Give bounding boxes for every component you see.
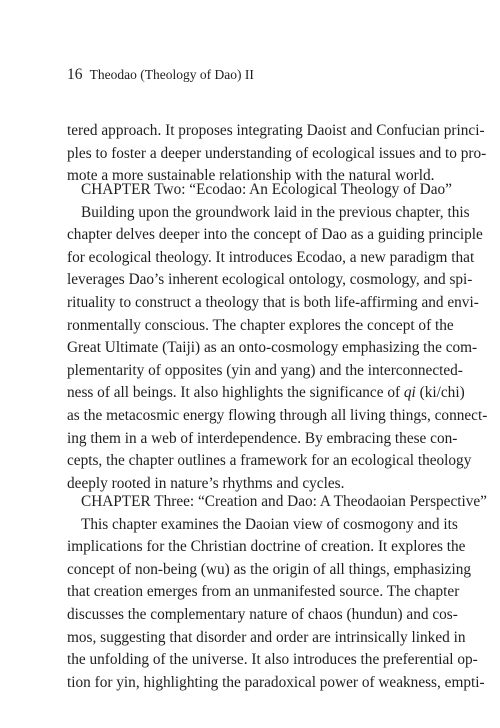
- text-line: as the metacosmic energy flowing through all living things, connect-: [67, 406, 488, 424]
- chapter-two-section: [67, 179, 488, 495]
- text-line: ronmentally conscious. The chapter explores the concept of the: [67, 316, 454, 334]
- text-line: ples to foster a deeper understanding of ecological issues and to pro-: [67, 144, 487, 162]
- page-number: 16: [67, 66, 83, 83]
- text-line: chapter delves deeper into the concept of Dao as a guiding principle: [67, 226, 483, 244]
- text-line: rituality to construct a theology that is both life-affirming and envi-: [67, 293, 479, 311]
- chapter-three-section: [67, 491, 487, 694]
- running-head-title: Theodao (Theology of Dao) II: [89, 67, 254, 82]
- text-line: Great Ultimate (Taiji) as an onto-cosmology emphasizing the com-: [67, 339, 478, 357]
- text-line: mos, suggesting that disorder and order are intrinsically linked in: [67, 628, 466, 646]
- text-line: This chapter examines the Daoian view of cosmogony and its: [81, 515, 458, 533]
- text-line: the unfolding of the universe. It also introduces the preferential op-: [67, 651, 478, 669]
- running-head: [67, 66, 254, 84]
- text-line: that creation emerges from an unmanifested source. The chapter: [67, 583, 460, 601]
- text-line: plementarity of opposites (yin and yang) and the interconnected-: [67, 361, 463, 379]
- text-line: mote a more sustainable relationship with the natural world.: [67, 167, 435, 185]
- text-line: tered approach. It proposes integrating Daoist and Confucian princi-: [67, 122, 485, 139]
- text-line: implications for the Christian doctrine of creation. It explores the: [67, 538, 466, 556]
- text-line: cepts, the chapter outlines a framework for an ecological theology: [67, 452, 472, 470]
- text-line: Building upon the groundwork laid in the previous chapter, this: [81, 203, 470, 221]
- text-segment: ness of all beings. It also highlights the significance of: [67, 384, 401, 402]
- text-line: ing them in a web of interdependence. By embracing these con-: [67, 429, 458, 447]
- text-line: tion for yin, highlighting the paradoxical power of weakness, empti-: [67, 673, 485, 691]
- text-line: deeply rooted in nature’s rhythms and cycles.: [67, 474, 345, 492]
- text-line: for ecological theology. It introduces Ecodao, a new paradigm that: [67, 248, 475, 266]
- qi-term: qi: [403, 384, 416, 402]
- qi-gloss: (ki/chi): [415, 384, 465, 402]
- chapter-three-heading: CHAPTER Three: “Creation and Dao: A Theodaoian Perspective”: [81, 493, 487, 510]
- text-line: concept of non-being (wu) as the origin of all things, emphasizing: [67, 560, 471, 578]
- continued-paragraph: [67, 120, 487, 188]
- text-line: leverages Dao’s inherent ecological ontology, cosmology, and spi-: [67, 271, 473, 289]
- chapter-two-heading: CHAPTER Two: “Ecodao: An Ecological Theology of Dao”: [81, 181, 452, 198]
- text-line-qi: [67, 382, 465, 405]
- text-line: discusses the complementary nature of chaos (hundun) and cos-: [67, 605, 458, 623]
